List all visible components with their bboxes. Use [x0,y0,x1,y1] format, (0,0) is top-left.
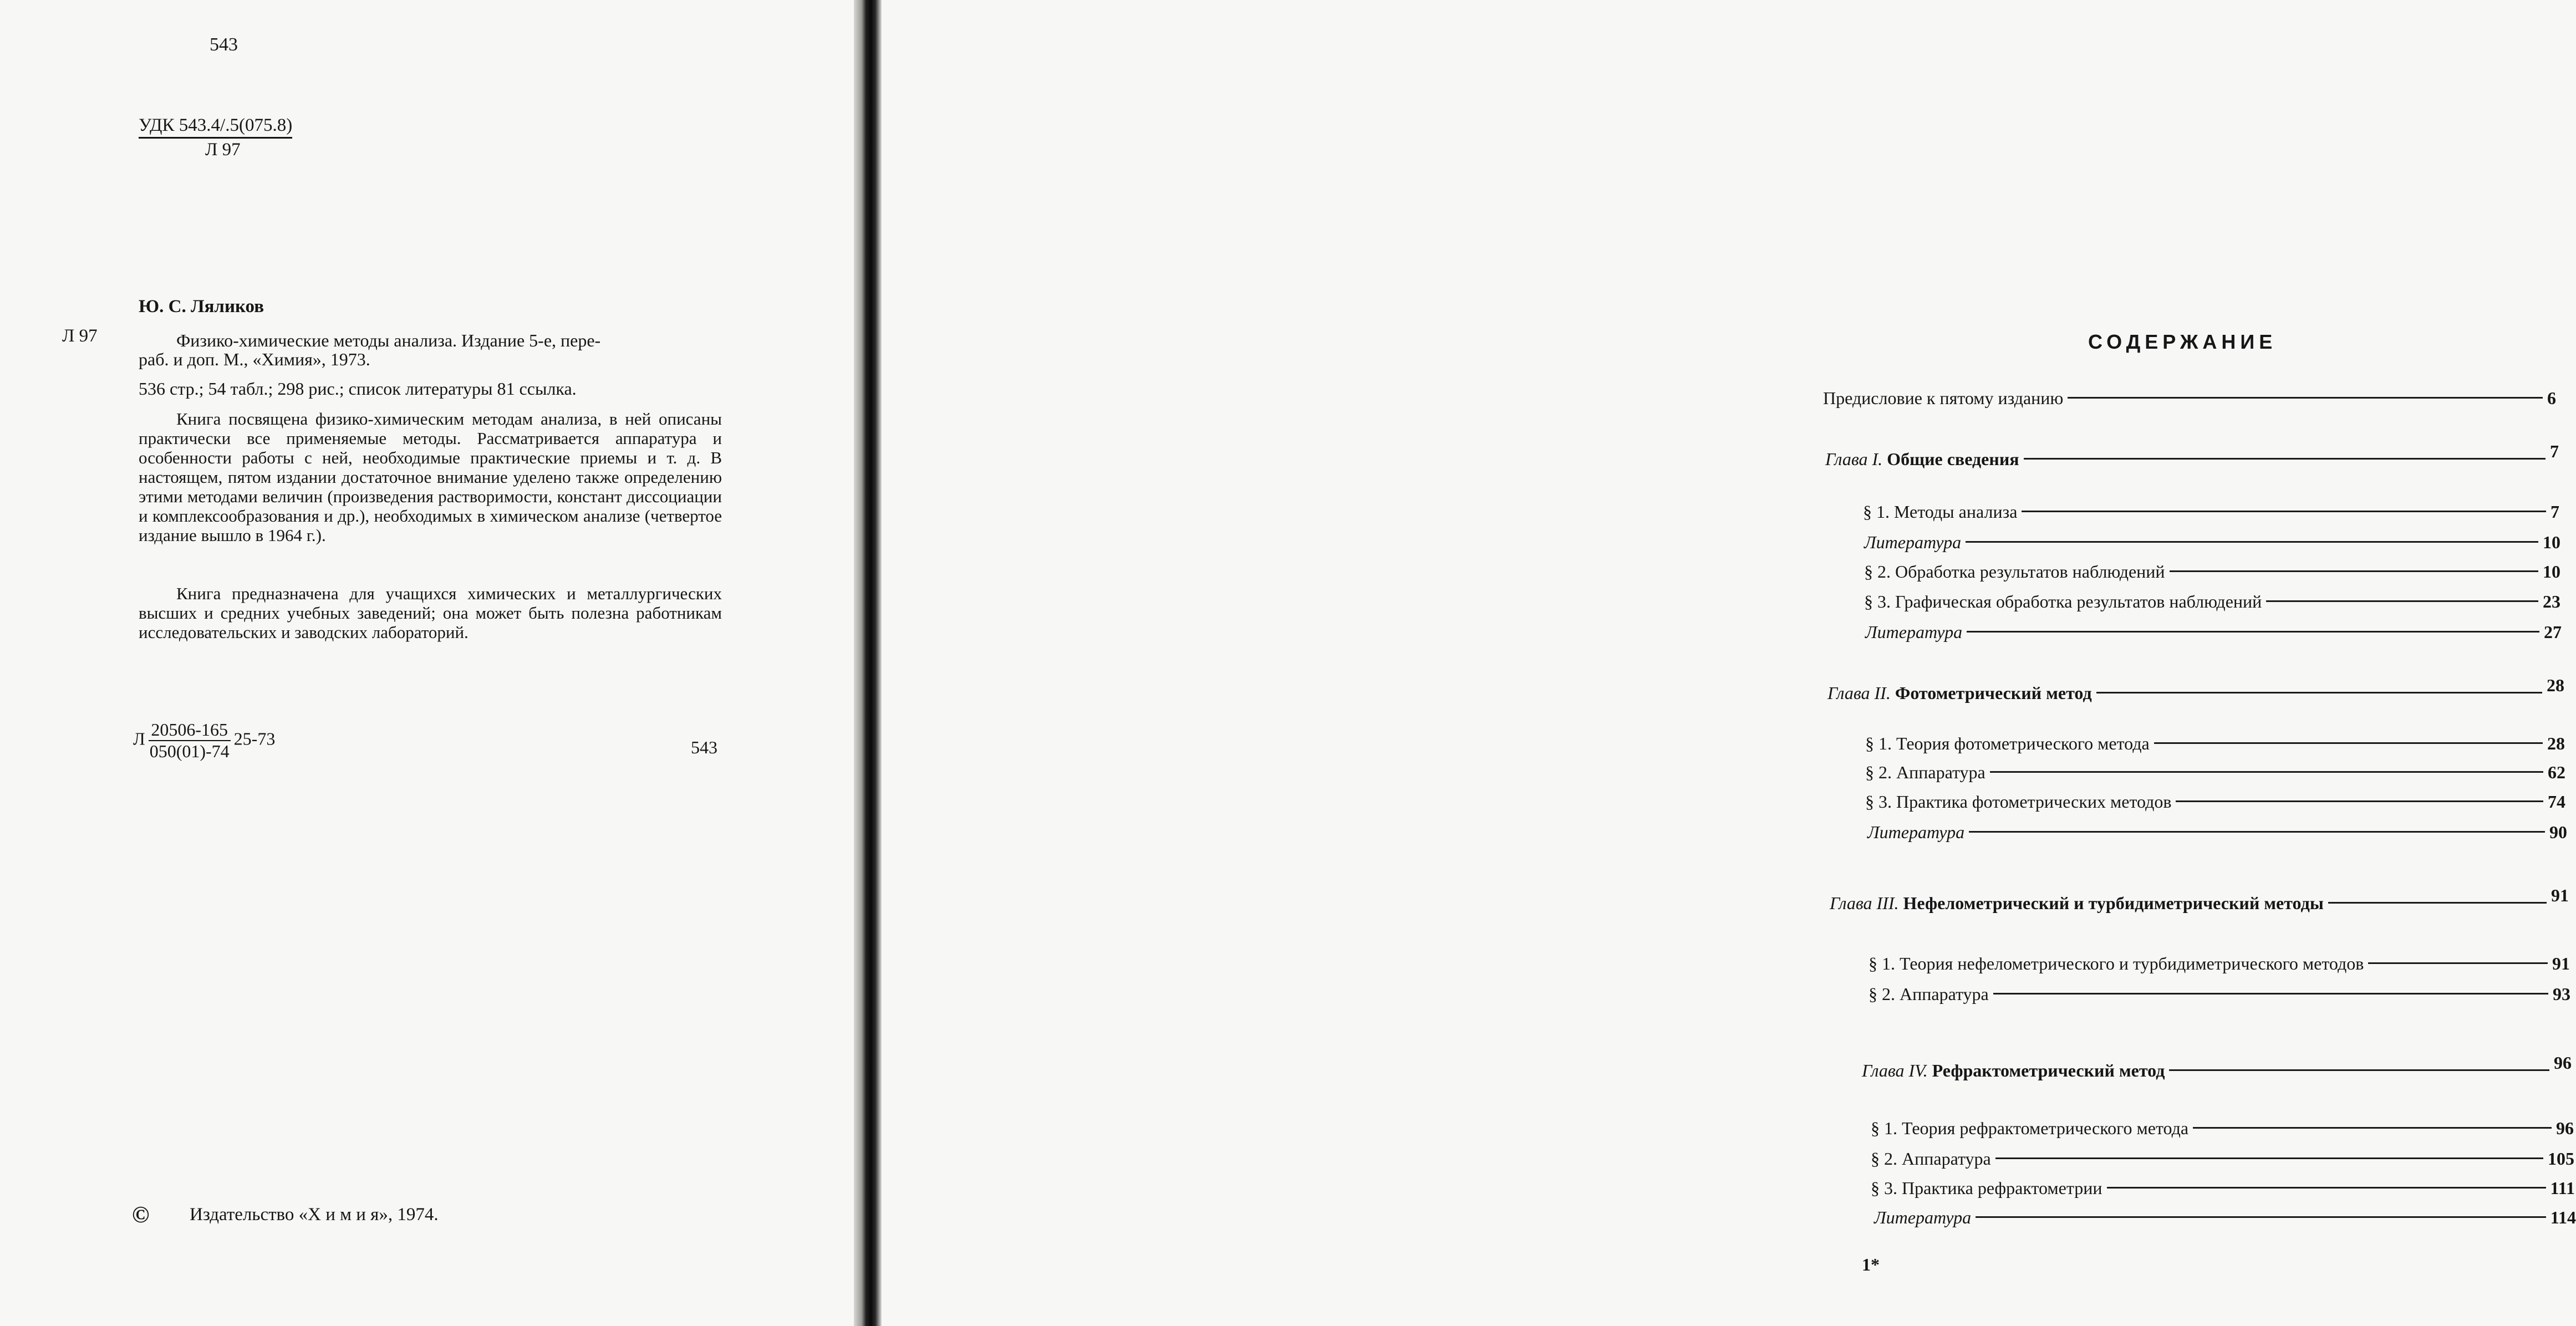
toc-section-number: § 2. [1865,762,1892,782]
toc-literature [1864,532,2560,553]
toc-leader-line [2154,742,2543,744]
toc-entry-label [1863,502,2017,522]
author-name: Ю. С. Ляликов [139,297,264,317]
toc-entry [1869,984,2570,1004]
toc-page-number: 10 [2543,532,2560,552]
toc-title: СОДЕРЖАНИЕ [2088,330,2277,353]
toc-leader-line [2176,800,2543,802]
toc-entry-label [1865,622,1962,642]
toc-page-number: 96 [2554,1053,2572,1073]
toc-entry-title: Теория фотометрического метода [1896,733,2150,753]
toc-section-number: § 3. [1864,591,1891,611]
signature-mark: 1* [1862,1254,1880,1274]
toc-entry-label [1864,532,1961,553]
toc-entry-label [1871,1178,2102,1198]
copyright-icon: © [132,1202,150,1228]
toc-chapter-number: Глава II. [1827,683,1891,703]
toc-entry-label [1862,1060,2165,1081]
toc-entry-title: Нефелометрический и турбидиметрический методы [1903,893,2324,913]
toc-leader-line [2068,397,2543,399]
toc-entry-title: Фотометрический метод [1895,683,2092,703]
index-code-numerator: 20506-165 [149,720,231,741]
toc-page-number: 90 [2549,822,2567,842]
toc-section-number: § 2. [1864,562,1891,582]
bibliography-line-2: раб. и доп. М., «Химия», 1973. [139,349,370,369]
toc-chapter-number: Глава I. [1825,449,1883,469]
toc-entry-title: Рефрактометрический метод [1932,1060,2165,1080]
toc-leader-line [1969,831,2545,833]
bibliography-line-3: 536 стр.; 54 табл.; 298 рис.; список литературы 81 ссылка. [139,379,577,399]
toc-leader-line [1967,631,2539,633]
toc-entry-label [1827,683,2092,703]
toc-entry-title: Графическая обработка результатов наблюдений [1895,591,2262,611]
toc-section-number: § 3. [1865,792,1892,812]
toc-entry [1869,953,2570,974]
toc-literature [1874,1207,2576,1228]
toc-entry-label [1865,733,2150,754]
toc-leader-line [1966,541,2538,543]
toc-leader-line [1976,1216,2546,1218]
toc-leader-line [2170,570,2538,572]
toc-entry [1865,762,2565,783]
toc-entry [1865,792,2565,812]
toc-page-number: 96 [2556,1118,2574,1138]
toc-leader-line [1990,771,2543,773]
toc-page-number: 23 [2543,591,2560,611]
toc-entry-label [1871,1118,2188,1139]
price-code: 543 [691,737,717,757]
udc-author-code: Л 97 [205,140,241,160]
abstract-paragraph: Книга посвящена физико-химическим методам анализа, в ней описаны практически все применяемые методы. Рассматривается аппаратура и особенности работы с ней, необходимые практические приемы и т. д. В настоящем, пятом издании достаточное внимание уделено также определению этими методами величин (произведения растворимости, констант диссоциации и комплексообразования и др.), необходимых в химическом анализе (четвертое издание вышло в 1964 г.). [139,409,722,545]
toc-entry-title: Аппаратура [1896,762,1986,782]
toc-leader-line [2024,458,2546,460]
toc-page-number: 10 [2543,562,2560,582]
toc-entry-label [1865,762,1986,783]
udc-classification: УДК 543.4/.5(075.8) [139,115,292,139]
toc-entry [1823,388,2556,409]
toc-page-number: 114 [2550,1207,2576,1227]
toc-leader-line [2169,1069,2549,1071]
toc-section-number: § 1. [1865,733,1892,753]
toc-page-number: 74 [2548,792,2565,812]
toc-page-number: 105 [2548,1149,2574,1169]
toc-chapter-number: Глава III. [1830,893,1899,913]
toc-leader-line [2328,902,2547,904]
toc-section-number: § 1. [1869,953,1895,973]
toc-section-number: § 2. [1871,1149,1897,1169]
toc-leader-line [1993,993,2548,994]
toc-entry-title: Методы анализа [1894,502,2018,522]
toc-leader-line [2193,1127,2552,1129]
toc-page-number: 28 [2547,675,2564,695]
toc-section-number: § 1. [1863,502,1890,522]
toc-entry-title: Литература [1874,1207,1972,1227]
toc-page-number: 28 [2547,733,2565,753]
copyright-notice: Издательство «Х и м и я», 1974. [190,1205,439,1225]
toc-chapter [1862,1053,2572,1081]
toc-literature [1865,622,2562,642]
toc-entry [1864,562,2560,582]
toc-entry-title: Общие сведения [1887,449,2019,469]
toc-entry-title: Обработка результатов наблюдений [1895,562,2165,582]
toc-entry [1871,1149,2574,1169]
toc-chapter [1827,675,2564,703]
toc-entry-title: Теория рефрактометрического метода [1902,1118,2189,1138]
catalog-code: Л 97 [62,326,98,346]
left-page [0,0,854,1326]
toc-leader-line [2266,600,2538,602]
toc-page-number: 27 [2544,622,2562,642]
toc-leader-line [1995,1157,2543,1159]
toc-page-number: 111 [2550,1178,2575,1198]
index-code-prefix: Л [133,728,145,749]
toc-entry-title: Аппаратура [1902,1149,1991,1169]
toc-page-number: 91 [2552,953,2570,973]
toc-entry-label [1864,591,2262,612]
toc-entry-title: Практика фотометрических методов [1896,792,2172,812]
toc-page-number: 6 [2547,388,2556,408]
abstract-paragraph: Книга предназначена для учащихся химических и металлургических высших и средних учебных заведений; она может быть полезна работникам исследовательских и заводских лабораторий. [139,584,722,642]
toc-entry-label [1830,893,2324,914]
toc-entry-label [1869,953,2364,974]
toc-entry-title: Практика рефрактометрии [1902,1178,2102,1198]
toc-entry-label [1825,449,2019,470]
toc-page-number: 7 [2550,502,2559,522]
toc-entry [1863,502,2559,522]
toc-entry-title: Теория нефелометрического и турбидиметрического методов [1900,953,2364,973]
toc-page-number: 7 [2550,441,2559,461]
toc-entry [1865,733,2565,754]
toc-entry [1871,1118,2574,1139]
right-page [882,0,2576,1326]
toc-entry-title: Предисловие к пятому изданию [1823,388,2064,408]
bibliography-line-1: Физико-химические методы анализа. Издание 5-е, пере- [176,330,601,350]
toc-leader-line [2096,692,2542,693]
toc-page-number: 93 [2553,984,2570,1004]
toc-leader-line [2368,962,2548,964]
toc-entry-label [1869,984,1989,1004]
book-spine [854,0,882,1326]
toc-page-number: 91 [2551,885,2569,905]
index-code-denominator: 050(01)-74 [149,741,230,761]
toc-entry [1871,1178,2575,1198]
toc-entry-label [1865,792,2171,812]
toc-entry-label [1874,1207,1971,1228]
toc-entry-title: Литература [1864,532,1962,552]
toc-section-number: § 2. [1869,984,1895,1004]
index-code-fraction [149,720,231,762]
toc-section-number: § 1. [1871,1118,1897,1138]
toc-chapter [1830,885,2569,914]
toc-entry-label [1864,562,2165,582]
index-code [133,720,275,762]
toc-literature [1867,822,2567,843]
toc-entry-title: Аппаратура [1900,984,1989,1004]
toc-entry-title: Литература [1865,622,1963,642]
toc-entry-label [1823,388,2063,409]
toc-chapter [1825,441,2559,470]
toc-entry [1864,591,2560,612]
page-number: 543 [210,34,238,55]
toc-leader-line [2022,511,2546,512]
toc-chapter-number: Глава IV. [1862,1060,1928,1080]
index-code-suffix: 25-73 [233,728,276,749]
toc-leader-line [2107,1187,2546,1189]
toc-entry-label [1867,822,1964,843]
toc-section-number: § 3. [1871,1178,1897,1198]
toc-entry-title: Литература [1867,822,1965,842]
toc-entry-label [1871,1149,1991,1169]
toc-page-number: 62 [2548,762,2565,782]
